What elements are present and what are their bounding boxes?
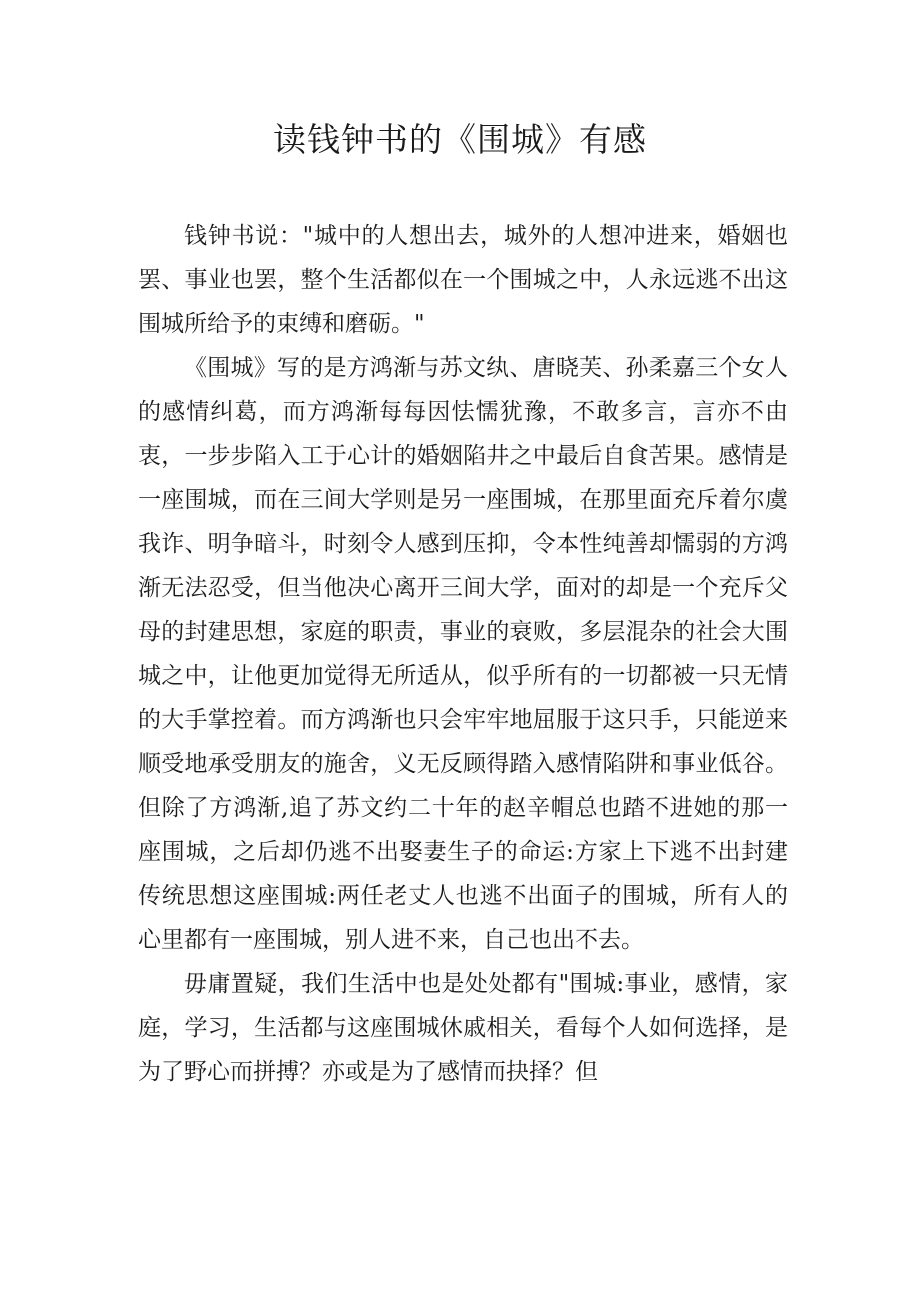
document-title: 读钱钟书的《围城》有感 [273, 120, 647, 159]
paragraph-2: 《围城》写的是方鸿渐与苏文纨、唐晓芙、孙柔嘉三个女人的感情纠葛，而方鸿渐每每因怯懦犹豫，不敢多言，言亦不由衷，一步步陷入工于心计的婚姻陷井之中最后自食苦果。感情是一座围城，而在三间大学则是另一座围城，在那里面充斥着尔虞我诈、明争暗斗，时刻令人感到压抑，令本性纯善却懦弱的方鸿渐无法忍受，但当他决心离开三间大学，面对的却是一个充斥父母的封建思想，家庭的职责，事业的衰败，多层混杂的社会大围城之中，让他更加觉得无所适从，似乎所有的一切都被一只无情的大手掌控着。而方鸿渐也只会牢牢地屈服于这只手，只能逆来顺受地承受朋友的施舍，义无反顾得踏入感情陷阱和事业低谷。但除了方鸿渐,追了苏文约二十年的赵辛帽总也踏不进她的那一座围城，之后却仍逃不出娶妻生子的命运:方家上下逃不出封建传统思想这座围城:两任老丈人也逃不出面子的围城，所有人的心里都有一座围城，别人进不来，自己也出不去。 [138, 355, 788, 953]
paragraph-1: 钱钟书说："城中的人想出去，城外的人想冲进来，婚姻也罢、事业也罢，整个生活都似在一个围城之中，人永远逃不出这围城所给予的束缚和磨砺。" [138, 223, 788, 337]
paragraph-3: 毋庸置疑，我们生活中也是处处都有"围城:事业，感情，家庭，学习，生活都与这座围城休戚相关，看每个人如何选择，是为了野心而拼搏？亦或是为了感情而抉择？但 [138, 971, 788, 1085]
document-body [138, 214, 788, 1094]
